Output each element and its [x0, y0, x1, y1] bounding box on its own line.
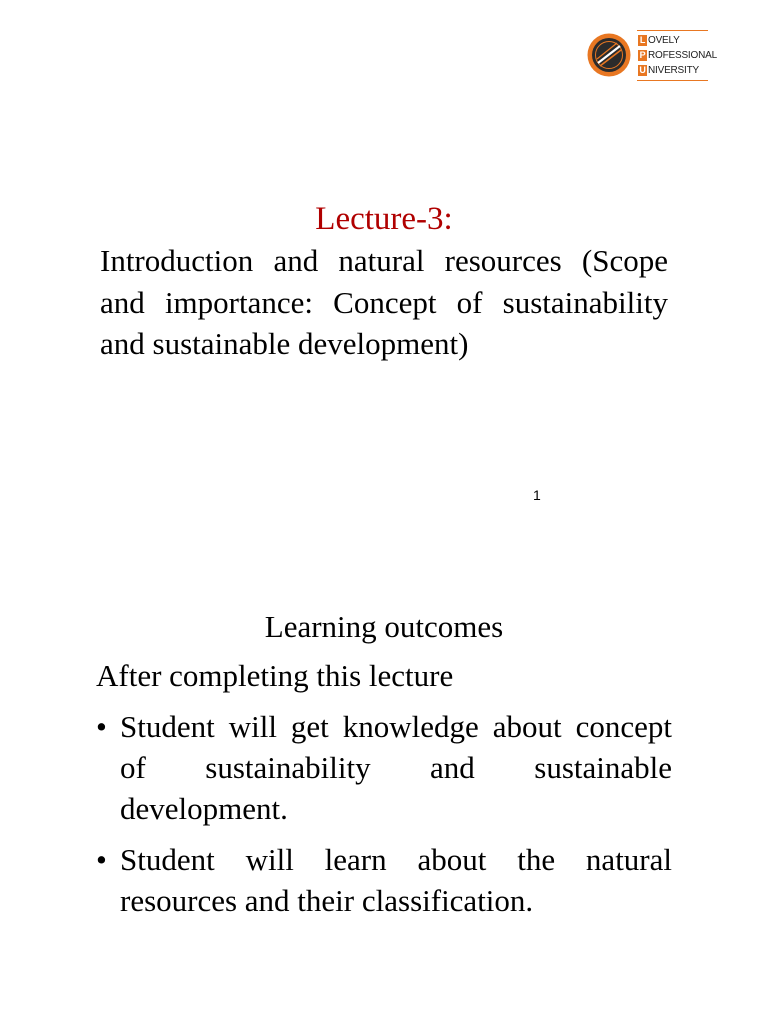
lecture-title: Lecture-3: [315, 201, 453, 237]
outcome-text: Student will get knowledge about concept of sustainability and sustainable development. [120, 709, 672, 826]
outcome-text: Student will learn about the natural resources and their classification. [120, 842, 672, 918]
logo-line-university: U NIVERSITY [639, 65, 699, 76]
logo-wordmark [638, 33, 717, 78]
outcomes-heading: Learning outcomes [264, 609, 504, 644]
logo-rule-bottom [637, 80, 708, 81]
page-number: 1 [533, 487, 541, 503]
logo-line-lovely: L OVELY [639, 35, 680, 46]
outcome-item-sustainability [96, 706, 672, 829]
bullet-icon: • [96, 842, 107, 877]
bullet-icon: • [96, 709, 107, 744]
university-logo [586, 30, 717, 82]
outcomes-intro: After completing this lecture [96, 658, 454, 693]
logo-line-professional: P ROFESSIONAL [639, 50, 717, 61]
outcome-list [96, 706, 672, 931]
logo-rule-top [637, 30, 708, 31]
outcome-item-natural-resources [96, 839, 672, 921]
university-seal-icon [586, 32, 632, 78]
lecture-subtitle: Introduction and natural resources (Scope and importance: Concept of sustainability and sustainable development) [100, 243, 668, 361]
